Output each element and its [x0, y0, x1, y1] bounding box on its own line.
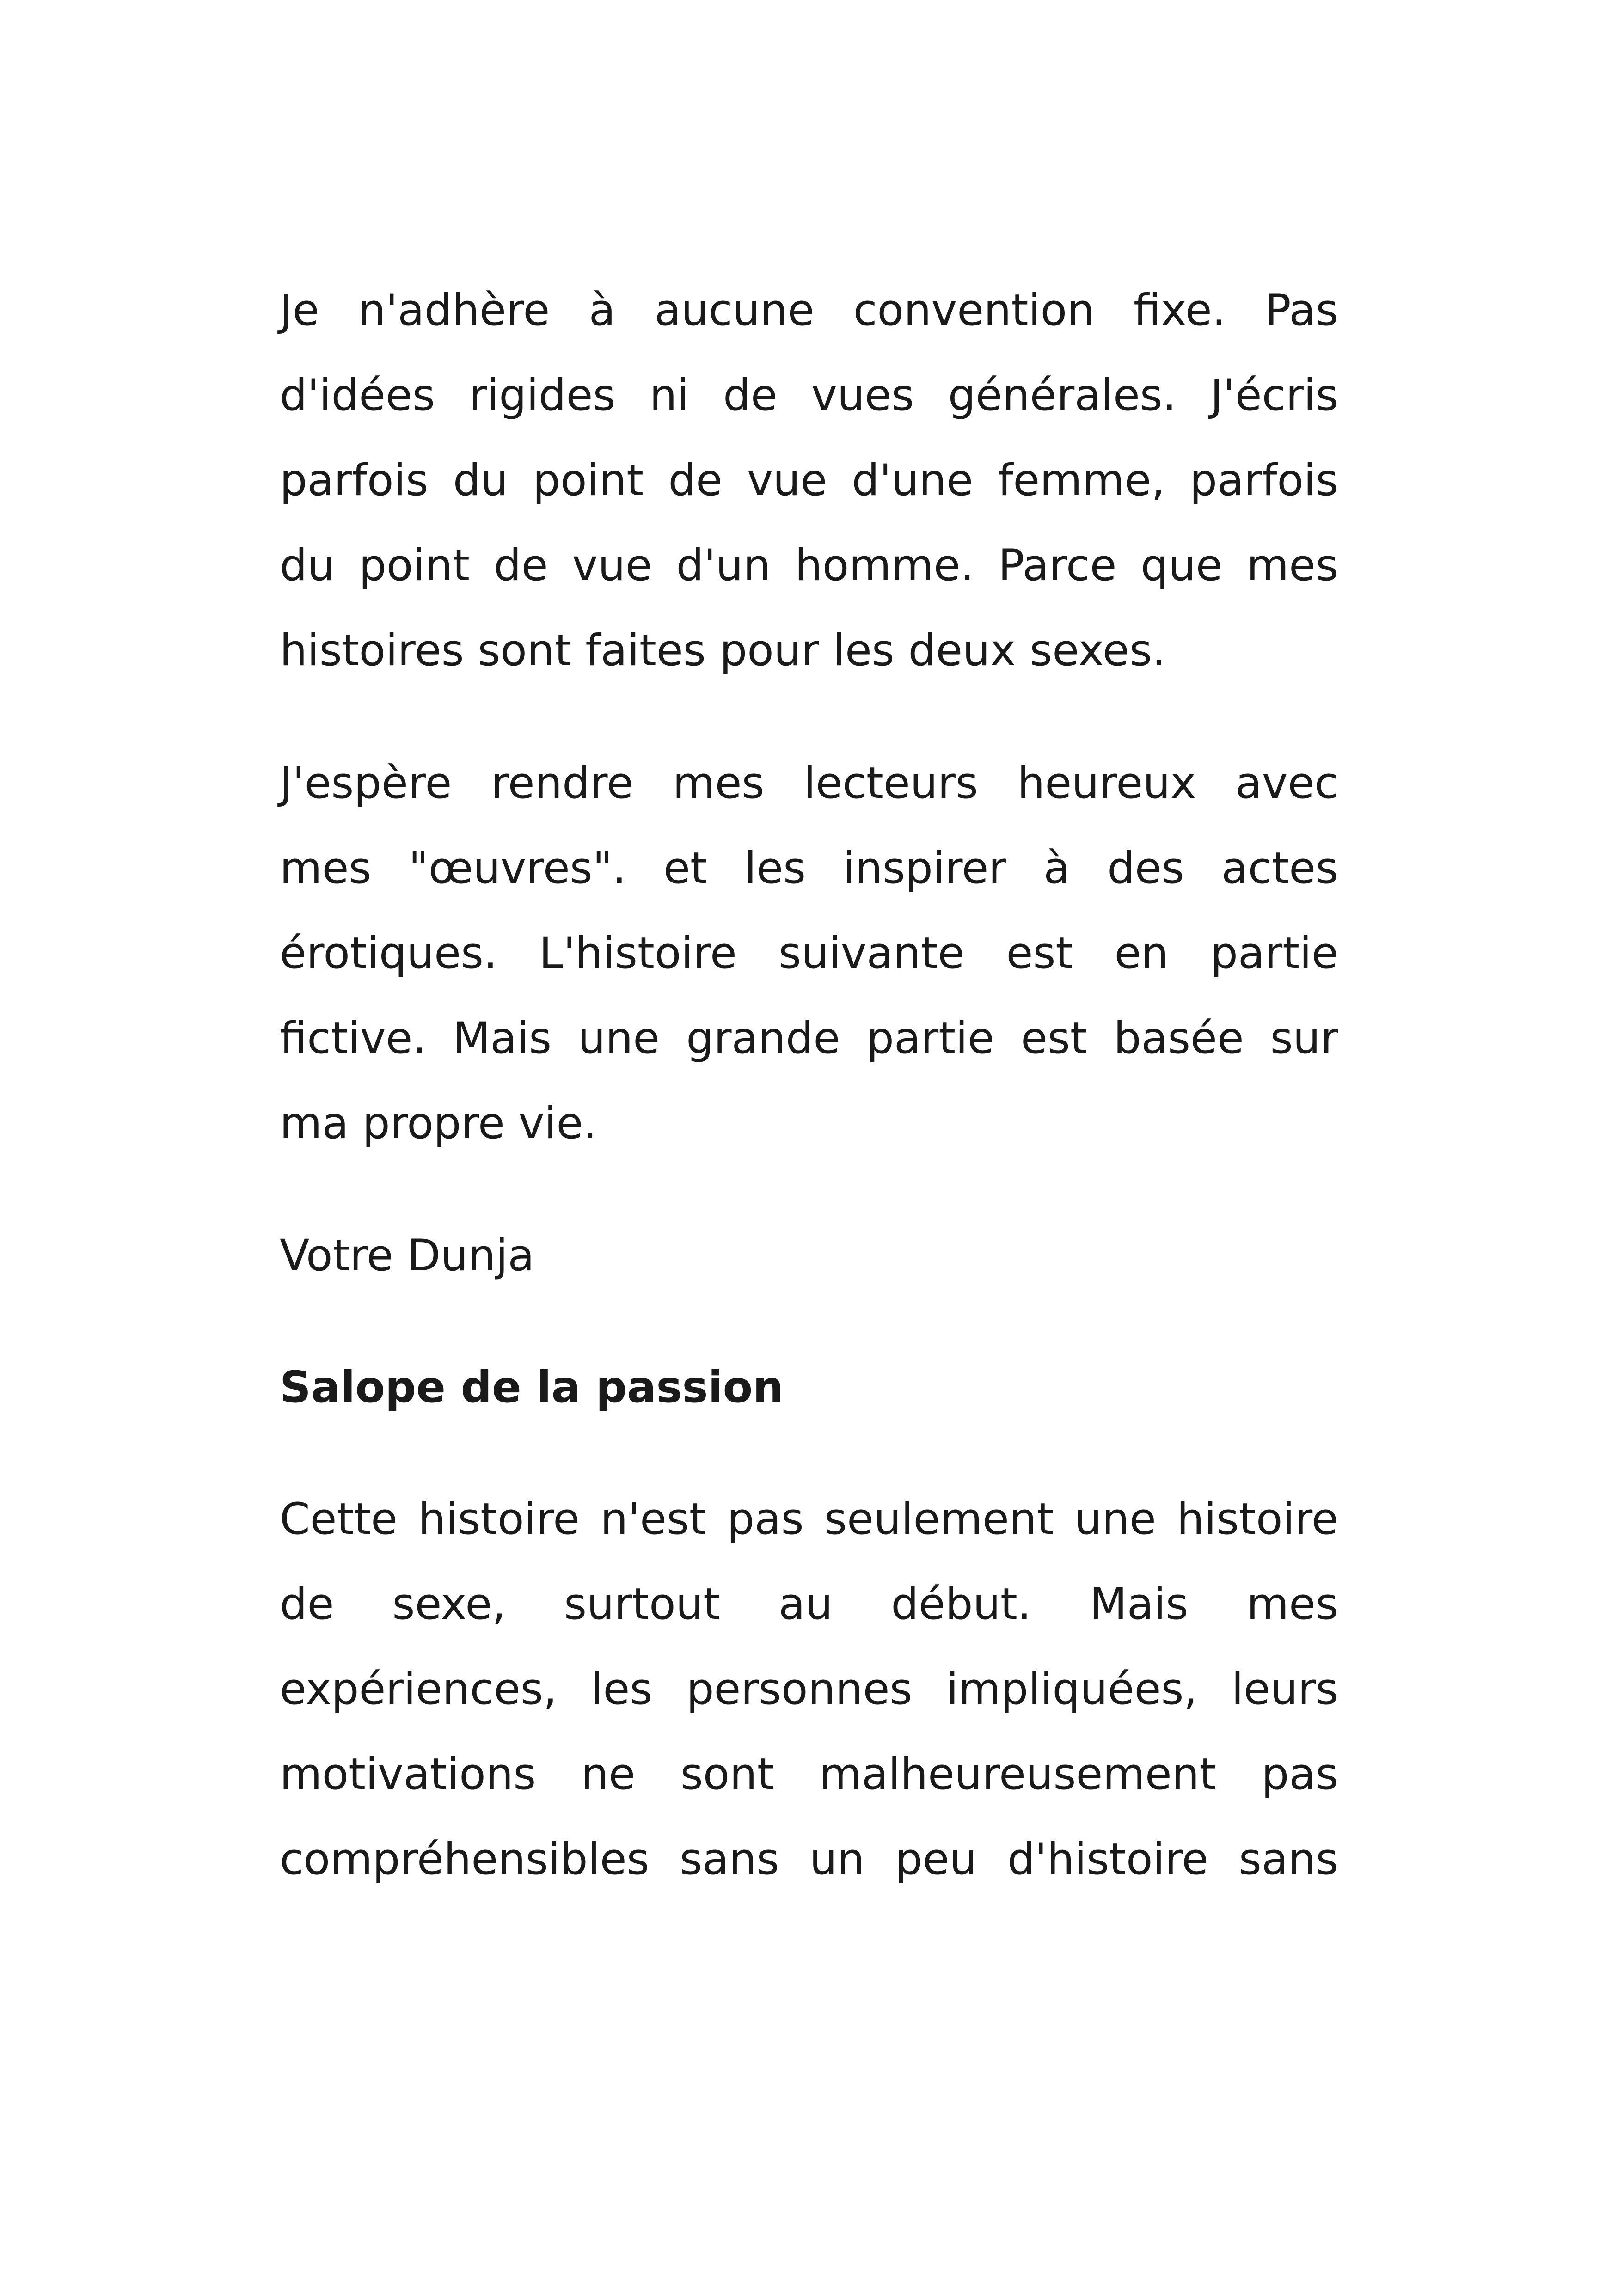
text-line: parfois du point de vue d'une femme, parfois	[280, 455, 1338, 506]
author-note-paragraph-1	[280, 268, 1338, 693]
text-line: motivations ne sont malheureusement pas	[280, 1749, 1338, 1800]
text-line: Cette histoire n'est pas seulement une histoire	[280, 1494, 1338, 1544]
text-line: histoires sont faites pour les deux sexes.	[280, 625, 1166, 676]
story-title: Salope de la passion	[280, 1362, 784, 1413]
text-line: Je n'adhère à aucune convention fixe. Pas	[280, 285, 1338, 336]
text-line: ma propre vie.	[280, 1098, 597, 1149]
author-note-paragraph-2	[280, 741, 1338, 1166]
text-line: de sexe, surtout au début. Mais mes	[280, 1579, 1338, 1629]
text-line: expériences, les personnes impliquées, leurs	[280, 1664, 1338, 1714]
author-signature: Votre Dunja	[280, 1231, 534, 1281]
text-line: mes "œuvres". et les inspirer à des actes	[280, 843, 1338, 894]
text-line: compréhensibles sans un peu d'histoire sans	[280, 1834, 1338, 1885]
text-line: érotiques. L'histoire suivante est en partie	[280, 928, 1338, 979]
text-line: fictive. Mais une grande partie est basée sur	[280, 1013, 1338, 1064]
story-title-block	[280, 1345, 1338, 1430]
story-paragraph-1	[280, 1477, 1338, 1902]
text-line: J'espère rendre mes lecteurs heureux avec	[280, 758, 1338, 808]
text-line: d'idées rigides ni de vues générales. J'écris	[280, 370, 1338, 421]
author-signature-block	[280, 1213, 1338, 1298]
text-line: du point de vue d'un homme. Parce que mes	[280, 540, 1338, 591]
